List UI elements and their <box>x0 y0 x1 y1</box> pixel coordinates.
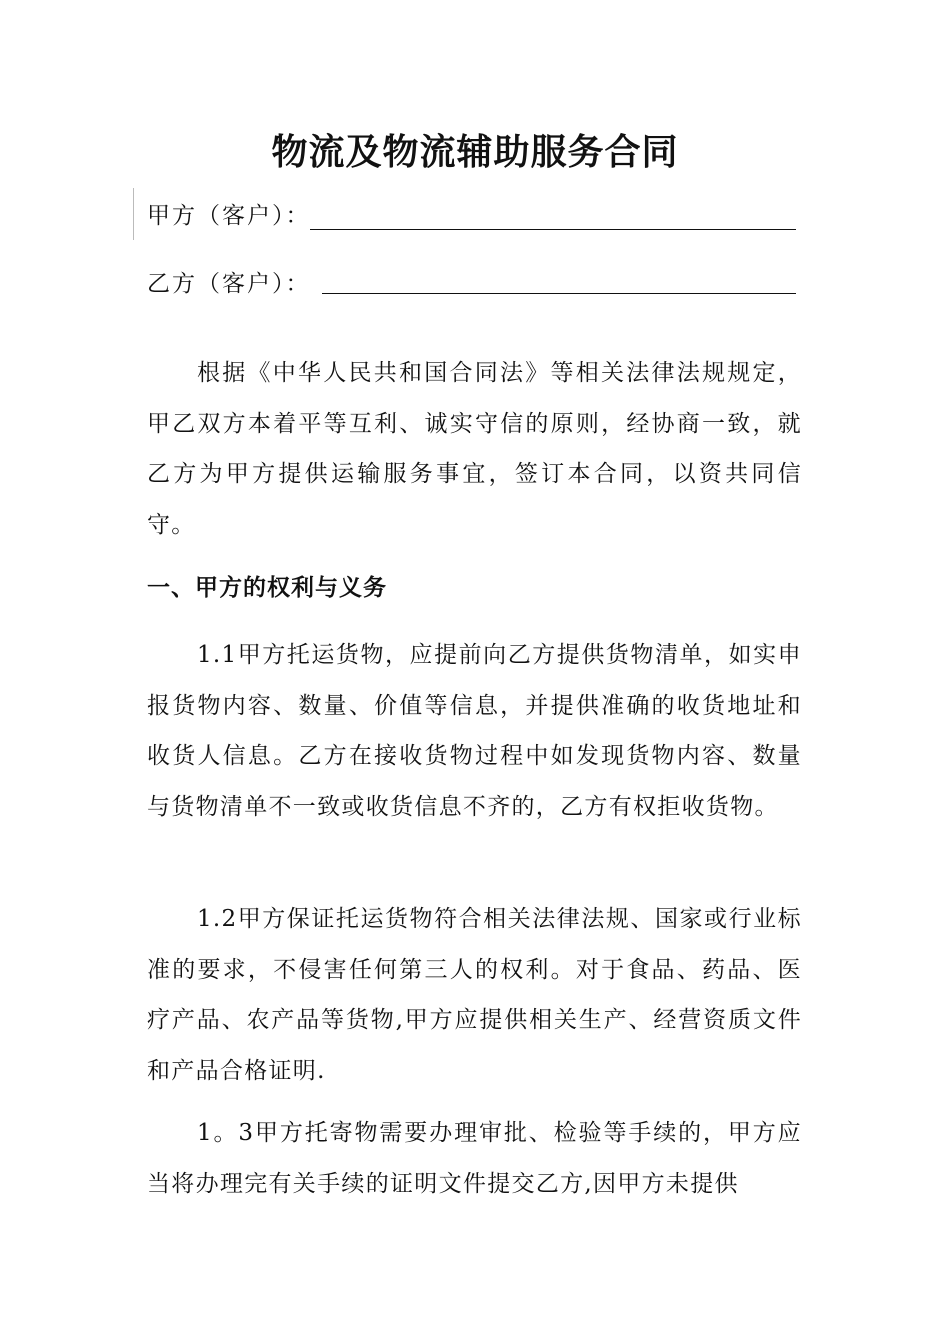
clause-1-3: 1。3甲方托寄物需要办理审批、检验等手续的，甲方应当将办理完有关手续的证明文件提交乙方,因甲方未提供 <box>147 1120 802 1197</box>
section-1-heading: 一、甲方的权利与义务 <box>147 574 387 601</box>
page-title: 物流及物流辅助服务合同 <box>271 131 679 173</box>
margin-marker <box>133 188 134 240</box>
party-a-label: 甲方（客户）： <box>147 203 311 229</box>
intro-paragraph: 根据《中华人民共和国合同法》等相关法律法规规定，甲乙双方本着平等互利、诚实守信的原则，经协商一致，就乙方为甲方提供运输服务事宜，签订本合同，以资共同信守。 <box>147 360 802 538</box>
party-b-label: 乙方（客户）： <box>147 271 311 297</box>
party-b-blank-line <box>322 293 796 294</box>
clause-1-1: 1.1甲方托运货物，应提前向乙方提供货物清单，如实申报货物内容、数量、价值等信息，并提供准确的收货地址和收货人信息。乙方在接收货物过程中如发现货物内容、数量与货物清单不一致或收货信息不齐的，乙方有权拒收货物。 <box>147 642 802 820</box>
clause-1-2: 1.2甲方保证托运货物符合相关法律法规、国家或行业标准的要求，不侵害任何第三人的权利。对于食品、药品、医疗产品、农产品等货物,甲方应提供相关生产、经营资质文件和产品合格证明. <box>147 906 802 1084</box>
party-a-blank-line <box>310 229 796 230</box>
